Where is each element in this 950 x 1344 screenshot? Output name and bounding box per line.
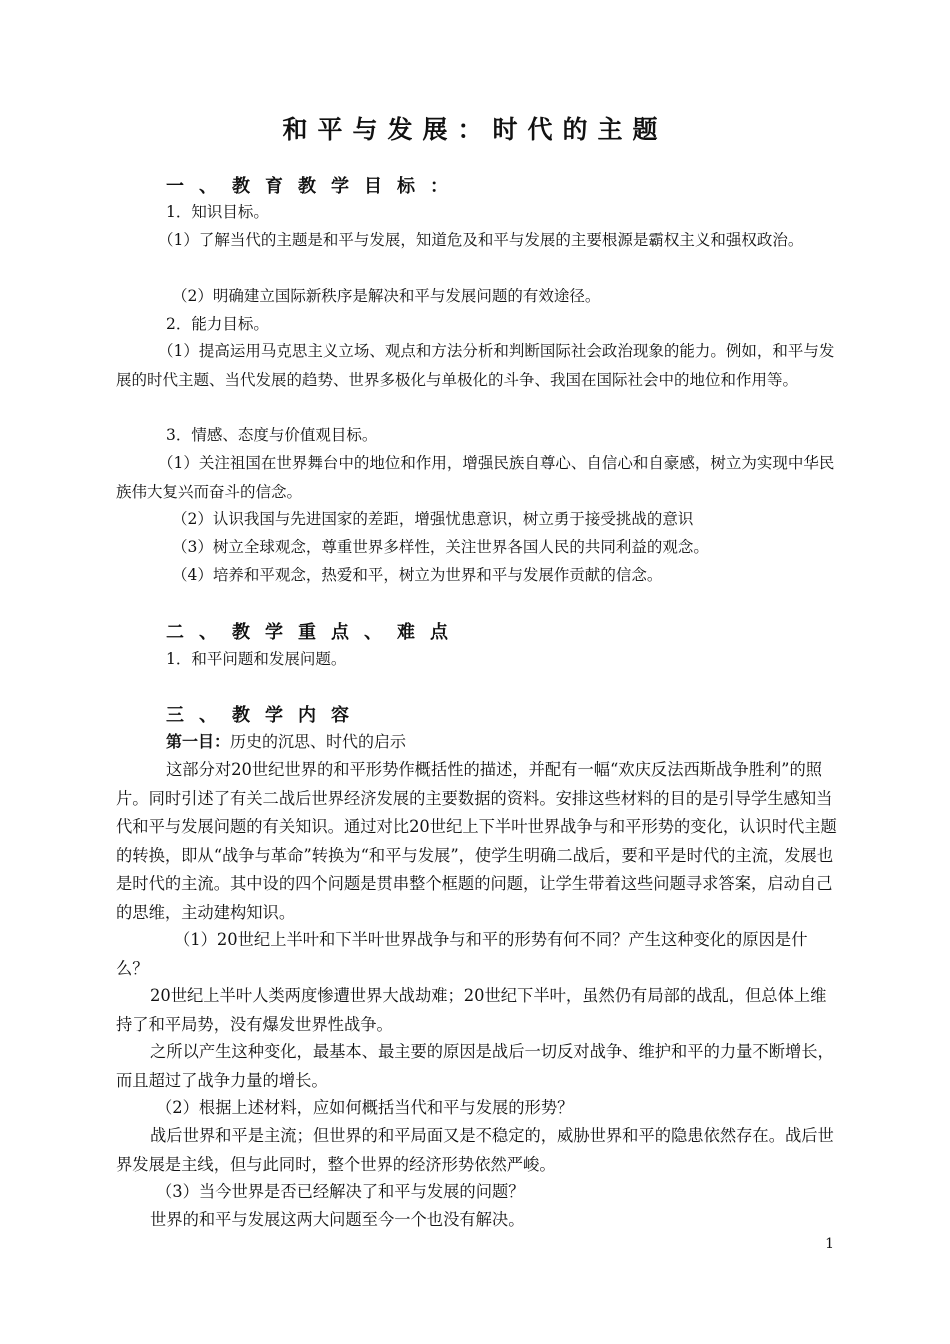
section-heading-goals: 一、教育教学目标： — [166, 176, 463, 197]
values-goal-item-3: （3）树立全球观念，尊重世界多样性，关注世界各国人民的共同利益的观念。 — [172, 538, 709, 556]
question-1: （1）20世纪上半叶和下半叶世界战争与和平的形势有何不同？产生这种变化的原因是什么？ — [116, 930, 808, 978]
content-paragraph-1: 这部分对20世纪世界的和平形势作概括性的描述，并配有一幅“欢庆反法西斯战争胜利”的照片。同时引述了有关二战后世界经济发展的主要数据的资料。安排这些材料的目的是引导学生感知当代和平与发展问题的有关知识。通过对比20世纪上下半叶世界战争与和平形势的变化，认识时代主题的转换，即从“战争与革命”转换为“和平与发展”，使学生明确二战后，要和平是时代的主流，发展也是时代的主流。其中设的四个问题是贯串整个框题的问题，让学生带着这些问题寻求答案，启动自己的思维，主动建构知识。 — [116, 760, 837, 922]
answer-1-part-2: 之所以产生这种变化，最基本、最主要的原因是战后一切反对战争、维护和平的力量不断增长，而且超过了战争力量的增长。 — [116, 1042, 834, 1090]
answer-2: 战后世界和平是主流；但世界的和平局面又是不稳定的，威胁世界和平的隐患依然存在。战后世界发展是主线，但与此同时，整个世界的经济形势依然严峻。 — [116, 1126, 834, 1174]
page-title: 和平与发展：时代的主题 — [282, 115, 668, 144]
values-goal-item-4: （4）培养和平观念，热爱和平，树立为世界和平与发展作贡献的信念。 — [172, 566, 663, 584]
answer-3: 世界的和平与发展这两大问题至今一个也没有解决。 — [150, 1210, 525, 1229]
knowledge-goal-item-1: （1）了解当代的主题是和平与发展，知道危及和平与发展的主要根源是霸权主义和强权政治。 — [158, 231, 804, 249]
question-2: （2）根据上述材料，应如何概括当代和平与发展的形势？ — [156, 1098, 574, 1117]
values-goal-label: 3．情感、态度与价值观目标。 — [166, 426, 378, 444]
ability-goal-item-1: （1）提高运用马克思主义立场、观点和方法分析和判断国际社会政治现象的能力。例如，和平与发展的时代主题、当代发展的趋势、世界多极化与单极化的斗争、我国在国际社会中的地位和作用等。 — [116, 342, 835, 389]
page-number: 1 — [825, 1236, 834, 1252]
subsection-label: 第一目： — [166, 732, 231, 751]
section-heading-keypoints: 二、教学重点、难点 — [166, 622, 463, 643]
knowledge-goal-label: 1．知识目标。 — [166, 203, 269, 221]
ability-goal-label: 2．能力目标。 — [166, 315, 269, 333]
question-3: （3）当今世界是否已经解决了和平与发展的问题？ — [156, 1182, 525, 1201]
values-goal-item-2: （2）认识我国与先进国家的差距，增强忧患意识，树立勇于接受挑战的意识 — [172, 510, 694, 528]
values-goal-item-1: （1）关注祖国在世界舞台中的地位和作用，增强民族自尊心、自信心和自豪感，树立为实现中华民族伟大复兴而奋斗的信念。 — [116, 454, 835, 501]
keypoint-item-1: 1．和平问题和发展问题。 — [166, 650, 347, 668]
subsection-title — [166, 728, 406, 756]
answer-1-part-1: 20世纪上半叶人类两度惨遭世界大战劫难；20世纪下半叶，虽然仍有局部的战乱，但总体上维持了和平局势，没有爆发世界性战争。 — [116, 986, 827, 1034]
knowledge-goal-item-2: （2）明确建立国际新秩序是解决和平与发展问题的有效途径。 — [172, 287, 601, 305]
section-heading-content: 三、教学内容 — [166, 705, 364, 726]
subsection-text: 历史的沉思、时代的启示 — [230, 732, 407, 751]
